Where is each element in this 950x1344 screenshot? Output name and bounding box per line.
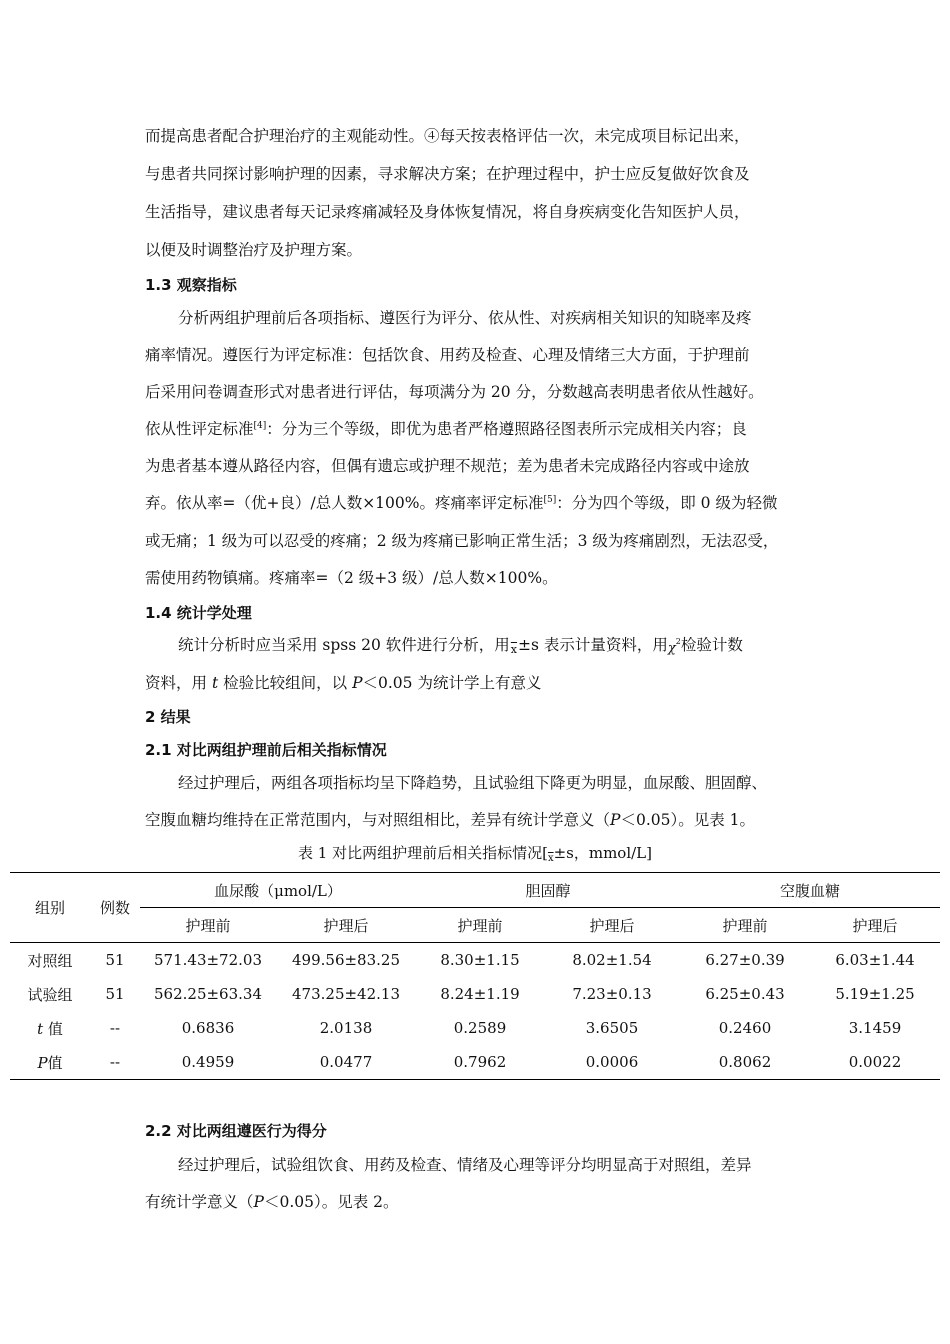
- table-cell: 0.0477: [276, 1045, 416, 1080]
- p-symbol: P: [352, 674, 363, 692]
- header-after: 护理后: [810, 908, 940, 943]
- table-cell: 3.1459: [848, 1019, 902, 1037]
- section-heading-2-1: 2.1 对比两组护理前后相关指标情况: [145, 741, 387, 759]
- header-glucose: 空腹血糖: [680, 873, 940, 908]
- t-symbol: t: [37, 1019, 44, 1038]
- text-span: ±s 表示计量资料，用: [518, 636, 668, 654]
- table-cell: 3.6505: [585, 1019, 639, 1037]
- table-cell: 473.25±42.13: [292, 985, 400, 1003]
- section-heading-2: 2 结果: [145, 708, 191, 726]
- text-span: 统计分析时应当采用 spss 20 软件进行分析，用: [178, 636, 510, 654]
- paragraph-line: 经过护理后，两组各项指标均呈下降趋势，且试验组下降更为明显，血尿酸、胆固醇、: [178, 774, 768, 792]
- table-header-row: [10, 873, 940, 908]
- p-symbol: P: [610, 811, 621, 829]
- text-span: ：分为四个等级，即 0 级为轻微: [556, 494, 778, 512]
- table-cell: 8.02±1.54: [544, 943, 680, 978]
- table-cell: 6.03±1.44: [810, 943, 940, 978]
- table-cell: 6.27±0.39: [680, 943, 810, 978]
- t-symbol: t: [211, 674, 219, 692]
- paragraph-line: 分析两组护理前后各项指标、遵医行为评分、依从性、对疾病相关知识的知晓率及疼: [178, 309, 752, 327]
- header-uric-acid: 血尿酸（μmol/L）: [140, 873, 416, 908]
- citation-ref: [5]: [543, 494, 557, 505]
- table-subheader-row: [10, 908, 940, 943]
- section-heading-2-2: 2.2 对比两组遵医行为得分: [145, 1122, 327, 1140]
- table-cell: 0.0006: [544, 1045, 680, 1080]
- table-cell: 5.19±1.25: [835, 985, 915, 1003]
- paragraph-line: 或无痛；1 级为可以忍受的疼痛；2 级为疼痛已影响正常生活；3 级为疼痛剧烈，无法忍受，: [145, 532, 779, 550]
- text-span: 检验计数: [680, 636, 743, 654]
- text-span: ＜0.05）。见表 1。: [620, 811, 756, 829]
- table-cell: 8.30±1.15: [416, 943, 544, 978]
- paragraph-line: 后采用问卷调查形式对患者进行评估，每项满分为 20 分，分数越高表明患者依从性越好。: [145, 383, 764, 401]
- table-row: [10, 943, 940, 978]
- table-cell: 0.7962: [416, 1045, 544, 1080]
- text-span: 资料，用: [145, 674, 208, 692]
- table-cell: 8.24±1.19: [440, 985, 520, 1003]
- row-count: 51: [90, 943, 140, 978]
- table-cell: 571.43±72.03: [140, 943, 276, 978]
- row-label-suffix: 值: [43, 1019, 63, 1038]
- paragraph-line: [145, 671, 541, 693]
- table-row: [10, 1045, 940, 1080]
- p-symbol: P: [37, 1053, 48, 1072]
- row-label: 对照组: [10, 943, 90, 978]
- text-span: ＜0.05）。见表 2。: [263, 1193, 399, 1211]
- table-cell: 499.56±83.25: [276, 943, 416, 978]
- paragraph-line: [145, 491, 777, 513]
- paragraph-line: [145, 1190, 399, 1212]
- paragraph-line: 痛率情况。遵医行为评定标准：包括饮食、用药及检查、心理及情绪三大方面，于护理前: [145, 346, 750, 364]
- header-cholesterol: 胆固醇: [416, 873, 680, 908]
- caption-text: ±s，mmol/L]: [553, 844, 652, 862]
- table-cell: 6.25±0.43: [705, 985, 785, 1003]
- table-cell: 0.4959: [140, 1045, 276, 1080]
- table-cell: 2.0138: [319, 1019, 373, 1037]
- row-count: 51: [105, 985, 125, 1003]
- row-label-suffix: 值: [47, 1053, 63, 1072]
- paragraph-line: 需使用药物镇痛。疼痛率=（2 级+3 级）/总人数×100%。: [145, 569, 558, 587]
- table-cell: 562.25±63.34: [154, 985, 262, 1003]
- caption-text: 表 1 对比两组护理前后相关指标情况[: [298, 844, 548, 862]
- header-before: 护理前: [680, 908, 810, 943]
- text-span: 依从性评定标准: [145, 420, 254, 438]
- paragraph-line: 为患者基本遵从路径内容，但偶有遗忘或护理不规范；差为患者未完成路径内容或中途放: [145, 457, 750, 475]
- header-after: 护理后: [276, 908, 416, 943]
- section-heading-1-4: 1.4 统计学处理: [145, 604, 252, 622]
- table-cell: 0.6836: [181, 1019, 235, 1037]
- paragraph-line: 经过护理后，试验组饮食、用药及检查、情绪及心理等评分均明显高于对照组，差异: [178, 1156, 752, 1174]
- row-count: --: [109, 1019, 121, 1037]
- header-before: 护理前: [416, 908, 544, 943]
- table-row: [10, 977, 940, 1011]
- table-cell: 0.8062: [680, 1045, 810, 1080]
- paragraph-line: [178, 633, 743, 656]
- header-group: 组别: [10, 873, 90, 943]
- section-heading-1-3: 1.3 观察指标: [145, 276, 237, 294]
- chi-symbol: χ: [667, 641, 676, 656]
- table-cell: 7.23±0.13: [572, 985, 652, 1003]
- table-cell: 0.0022: [810, 1045, 940, 1080]
- row-label: [10, 1011, 90, 1045]
- text-span: 有统计学意义（: [145, 1193, 254, 1211]
- mean-symbol: $\overline{x}$: [510, 643, 518, 656]
- text-span: 检验比较组间，以: [223, 674, 348, 692]
- results-table: [10, 872, 940, 1080]
- table-cell: 0.2460: [718, 1019, 772, 1037]
- row-count: --: [90, 1045, 140, 1080]
- paragraph-line: 以便及时调整治疗及护理方案。: [145, 241, 363, 259]
- header-before: 护理前: [140, 908, 276, 943]
- table-cell: 0.2589: [453, 1019, 507, 1037]
- citation-ref: [4]: [253, 420, 267, 431]
- header-count: 例数: [90, 873, 140, 943]
- p-symbol: P: [253, 1193, 264, 1211]
- row-label: [10, 1045, 90, 1080]
- paragraph-line: [145, 417, 747, 439]
- table-row: [10, 1011, 940, 1045]
- text-span: ＜0.05 为统计学上有意义: [362, 674, 542, 692]
- mean-symbol: x: [547, 853, 554, 864]
- chi-exponent: 2: [675, 636, 681, 646]
- paragraph-line: 生活指导，建议患者每天记录疼痛减轻及身体恢复情况，将自身疾病变化告知医护人员，: [145, 203, 750, 221]
- text-span: ：分为三个等级，即优为患者严格遵照路径图表所示完成相关内容；良: [266, 420, 747, 438]
- table-caption: [0, 842, 950, 864]
- header-after: 护理后: [544, 908, 680, 943]
- paragraph-line: 而提高患者配合护理治疗的主观能动性。④每天按表格评估一次，未完成项目标记出来，: [145, 127, 750, 145]
- row-label: 试验组: [27, 985, 73, 1004]
- text-span: 空腹血糖均维持在正常范围内，与对照组相比，差异有统计学意义（: [145, 811, 611, 829]
- text-span: 弃。依从率=（优+良）/总人数×100%。疼痛率评定标准: [145, 494, 544, 512]
- paragraph-line: [145, 808, 755, 830]
- paragraph-line: 与患者共同探讨影响护理的因素，寻求解决方案；在护理过程中，护士应反复做好饮食及: [145, 165, 750, 183]
